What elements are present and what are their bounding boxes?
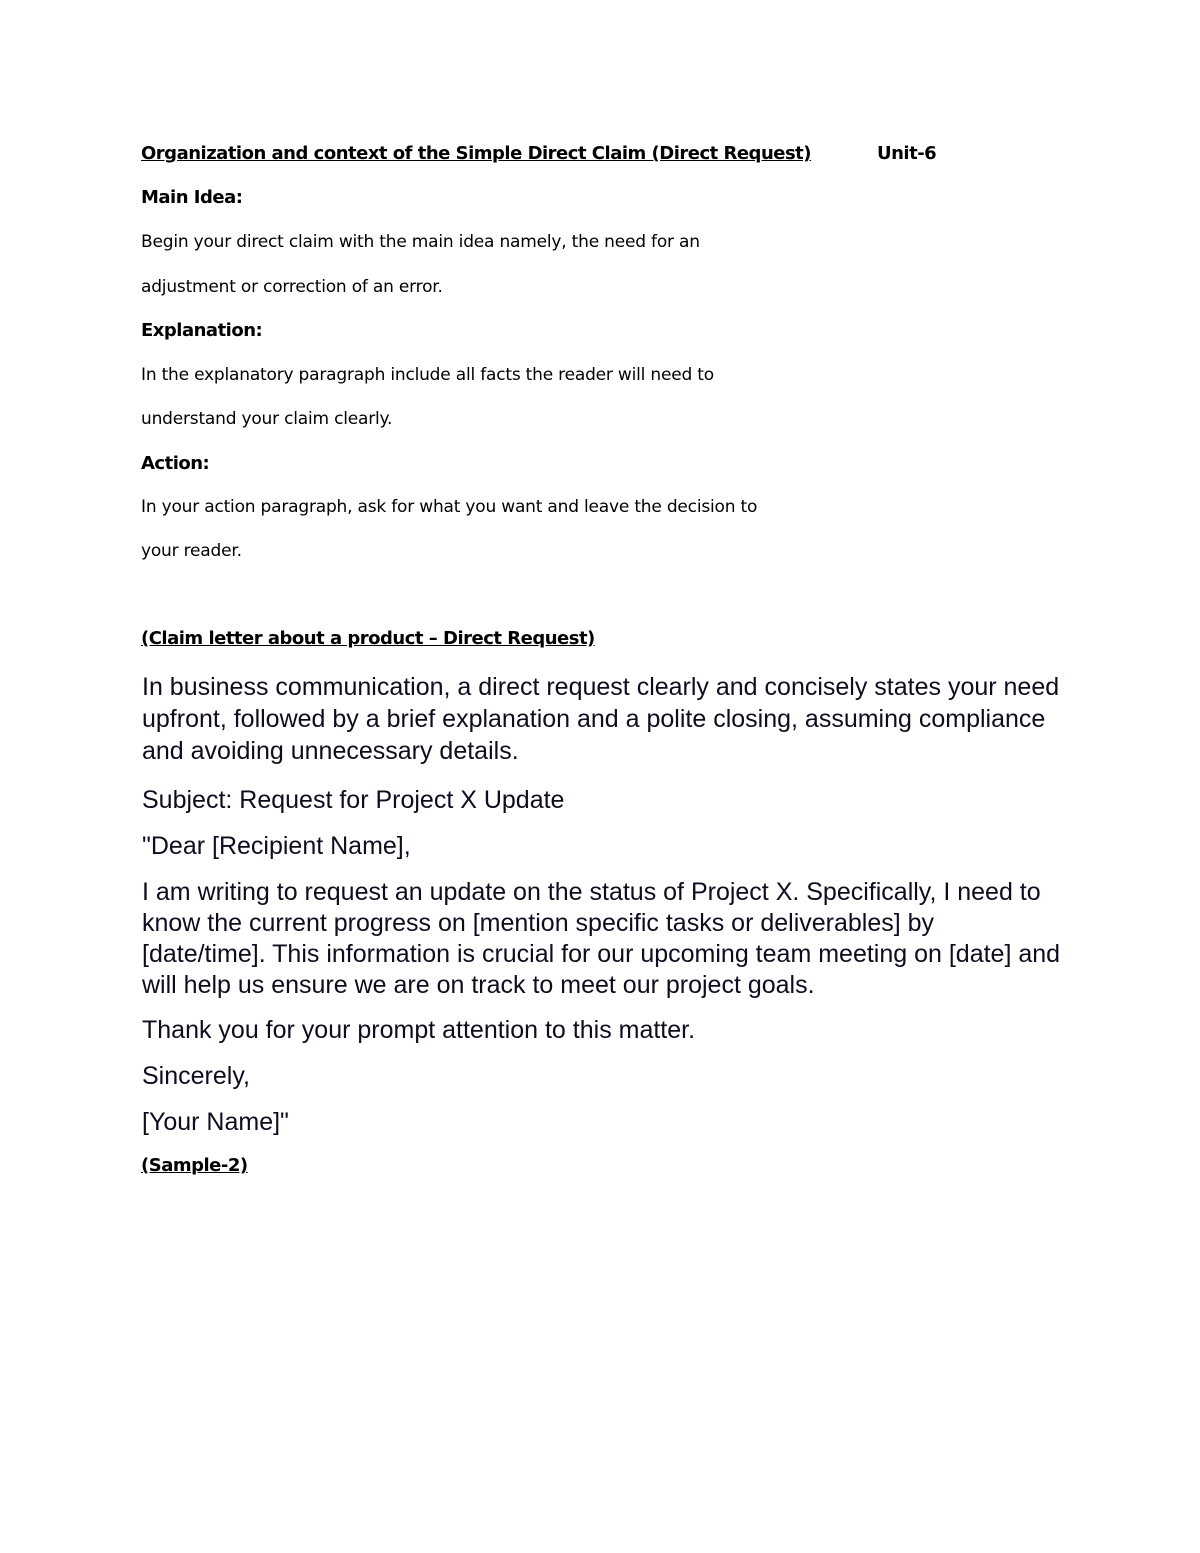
sample-footer-label: (Sample-2) — [141, 1155, 248, 1176]
document-title: Organization and context of the Simple Direct Claim (Direct Request) — [141, 143, 812, 164]
letter-body-paragraph: I am writing to request an update on the status of Project X. Specifically, I need to know the current progress on [mention specific tasks or deliverables] by [date/time]. This information is crucial for our upcoming team meeting on [date] and will help us ensure we are on track to meet our project goals. — [142, 878, 1061, 999]
explanation-line-1: In the explanatory paragraph include all facts the reader will need to — [141, 365, 714, 385]
document-header — [141, 143, 941, 167]
explanation-heading: Explanation: — [141, 320, 263, 341]
main-idea-line-2: adjustment or correction of an error. — [141, 277, 443, 297]
letter-closing: Sincerely, — [142, 1062, 250, 1090]
main-idea-heading: Main Idea: — [141, 187, 243, 208]
sample-heading: (Claim letter about a product – Direct Request) — [141, 628, 595, 649]
explanation-line-2: understand your claim clearly. — [141, 409, 393, 429]
letter-subject: Subject: Request for Project X Update — [142, 786, 565, 814]
action-heading: Action: — [141, 453, 210, 474]
action-line-1: In your action paragraph, ask for what you want and leave the decision to — [141, 497, 758, 517]
main-idea-line-1: Begin your direct claim with the main idea namely, the need for an — [141, 232, 700, 252]
letter-intro-paragraph: In business communication, a direct request clearly and concisely states your need upfront, followed by a brief explanation and a polite closing, assuming compliance and avoiding unnecessary details. — [142, 673, 1060, 765]
letter-signature: [Your Name]" — [142, 1108, 289, 1136]
letter-thanks: Thank you for your prompt attention to this matter. — [142, 1016, 696, 1044]
unit-label: Unit-6 — [877, 143, 937, 164]
action-line-2: your reader. — [141, 541, 242, 561]
letter-salutation: "Dear [Recipient Name], — [142, 832, 411, 860]
